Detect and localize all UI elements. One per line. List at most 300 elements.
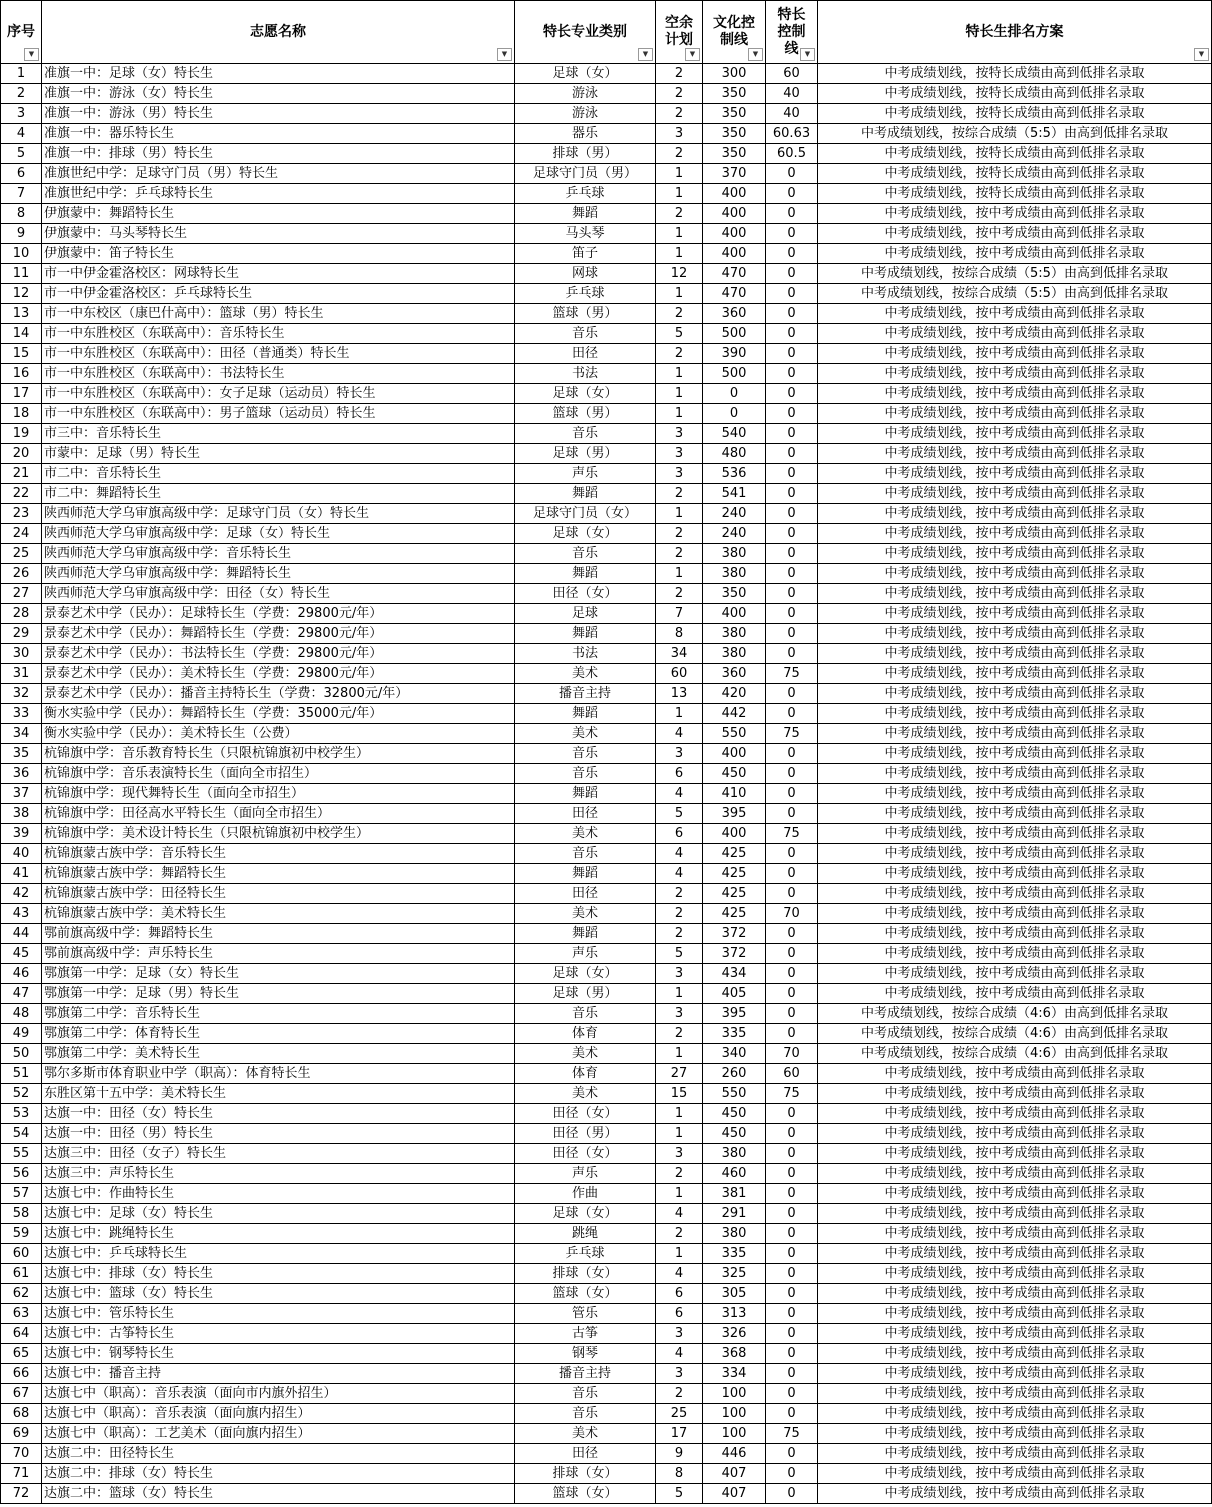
cell-seq[interactable]: 4: [1, 124, 42, 144]
cell-seq[interactable]: 55: [1, 1144, 42, 1164]
cell-name[interactable]: 鄂旗第一中学：足球（女）特长生: [42, 964, 515, 984]
cell-special-line[interactable]: 75: [766, 724, 818, 744]
cell-special-line[interactable]: 0: [766, 744, 818, 764]
cell-culture-line[interactable]: 0: [703, 384, 766, 404]
cell-vacancy[interactable]: 2: [656, 1164, 703, 1184]
cell-name[interactable]: 杭锦旗中学：音乐教育特长生（只限杭锦旗初中校学生）: [42, 744, 515, 764]
cell-ranking-plan[interactable]: 中考成绩划线，按中考成绩由高到低排名录取: [818, 924, 1212, 944]
cell-ranking-plan[interactable]: 中考成绩划线，按综合成绩（4:6）由高到低排名录取: [818, 1024, 1212, 1044]
cell-vacancy[interactable]: 1: [656, 284, 703, 304]
cell-name[interactable]: 东胜区第十五中学：美术特长生: [42, 1084, 515, 1104]
cell-name[interactable]: 陕西师范大学乌审旗高级中学：舞蹈特长生: [42, 564, 515, 584]
cell-vacancy[interactable]: 3: [656, 124, 703, 144]
cell-special-line[interactable]: 0: [766, 1144, 818, 1164]
cell-name[interactable]: 伊旗蒙中：舞蹈特长生: [42, 204, 515, 224]
cell-category[interactable]: 音乐: [515, 1004, 656, 1024]
cell-seq[interactable]: 17: [1, 384, 42, 404]
cell-seq[interactable]: 12: [1, 284, 42, 304]
cell-category[interactable]: 田径: [515, 884, 656, 904]
cell-culture-line[interactable]: 450: [703, 764, 766, 784]
cell-seq[interactable]: 37: [1, 784, 42, 804]
cell-name[interactable]: 达旗七中：乒乓球特长生: [42, 1244, 515, 1264]
cell-seq[interactable]: 38: [1, 804, 42, 824]
cell-ranking-plan[interactable]: 中考成绩划线，按特长成绩由高到低排名录取: [818, 84, 1212, 104]
cell-special-line[interactable]: 0: [766, 1204, 818, 1224]
cell-seq[interactable]: 51: [1, 1064, 42, 1084]
cell-seq[interactable]: 19: [1, 424, 42, 444]
cell-vacancy[interactable]: 3: [656, 1004, 703, 1024]
cell-ranking-plan[interactable]: 中考成绩划线，按中考成绩由高到低排名录取: [818, 1084, 1212, 1104]
cell-ranking-plan[interactable]: 中考成绩划线，按中考成绩由高到低排名录取: [818, 824, 1212, 844]
cell-category[interactable]: 排球（女）: [515, 1264, 656, 1284]
cell-ranking-plan[interactable]: 中考成绩划线，按中考成绩由高到低排名录取: [818, 384, 1212, 404]
cell-vacancy[interactable]: 1: [656, 164, 703, 184]
cell-seq[interactable]: 45: [1, 944, 42, 964]
cell-vacancy[interactable]: 1: [656, 1184, 703, 1204]
cell-ranking-plan[interactable]: 中考成绩划线，按特长成绩由高到低排名录取: [818, 164, 1212, 184]
cell-special-line[interactable]: 0: [766, 344, 818, 364]
cell-name[interactable]: 达旗七中：管乐特长生: [42, 1304, 515, 1324]
cell-seq[interactable]: 23: [1, 504, 42, 524]
cell-name[interactable]: 市一中东胜校区（东联高中）：音乐特长生: [42, 324, 515, 344]
cell-vacancy[interactable]: 5: [656, 804, 703, 824]
cell-name[interactable]: 准旗世纪中学：乒乓球特长生: [42, 184, 515, 204]
cell-name[interactable]: 杭锦旗中学：现代舞特长生（面向全市招生）: [42, 784, 515, 804]
cell-name[interactable]: 达旗二中：排球（女）特长生: [42, 1464, 515, 1484]
cell-vacancy[interactable]: 13: [656, 684, 703, 704]
cell-seq[interactable]: 41: [1, 864, 42, 884]
cell-culture-line[interactable]: 100: [703, 1384, 766, 1404]
cell-ranking-plan[interactable]: 中考成绩划线，按中考成绩由高到低排名录取: [818, 1064, 1212, 1084]
cell-special-line[interactable]: 0: [766, 524, 818, 544]
cell-seq[interactable]: 32: [1, 684, 42, 704]
cell-special-line[interactable]: 0: [766, 324, 818, 344]
cell-vacancy[interactable]: 2: [656, 584, 703, 604]
cell-name[interactable]: 达旗七中：足球（女）特长生: [42, 1204, 515, 1224]
cell-ranking-plan[interactable]: 中考成绩划线，按特长成绩由高到低排名录取: [818, 64, 1212, 84]
cell-special-line[interactable]: 0: [766, 964, 818, 984]
cell-name[interactable]: 鄂旗第二中学：美术特长生: [42, 1044, 515, 1064]
cell-special-line[interactable]: 0: [766, 1404, 818, 1424]
cell-culture-line[interactable]: 325: [703, 1264, 766, 1284]
cell-name[interactable]: 准旗世纪中学：足球守门员（男）特长生: [42, 164, 515, 184]
cell-ranking-plan[interactable]: 中考成绩划线，按中考成绩由高到低排名录取: [818, 1224, 1212, 1244]
cell-special-line[interactable]: 0: [766, 1384, 818, 1404]
cell-name[interactable]: 鄂旗第一中学：足球（男）特长生: [42, 984, 515, 1004]
cell-ranking-plan[interactable]: 中考成绩划线，按中考成绩由高到低排名录取: [818, 504, 1212, 524]
cell-culture-line[interactable]: 240: [703, 524, 766, 544]
cell-vacancy[interactable]: 6: [656, 764, 703, 784]
cell-seq[interactable]: 25: [1, 544, 42, 564]
cell-seq[interactable]: 39: [1, 824, 42, 844]
cell-seq[interactable]: 7: [1, 184, 42, 204]
cell-seq[interactable]: 58: [1, 1204, 42, 1224]
cell-vacancy[interactable]: 3: [656, 1364, 703, 1384]
cell-seq[interactable]: 66: [1, 1364, 42, 1384]
cell-name[interactable]: 陕西师范大学乌审旗高级中学：音乐特长生: [42, 544, 515, 564]
cell-category[interactable]: 足球（男）: [515, 984, 656, 1004]
cell-special-line[interactable]: 0: [766, 844, 818, 864]
cell-seq[interactable]: 70: [1, 1444, 42, 1464]
cell-vacancy[interactable]: 2: [656, 1024, 703, 1044]
cell-category[interactable]: 管乐: [515, 1304, 656, 1324]
cell-vacancy[interactable]: 3: [656, 744, 703, 764]
cell-culture-line[interactable]: 400: [703, 224, 766, 244]
cell-ranking-plan[interactable]: 中考成绩划线，按中考成绩由高到低排名录取: [818, 1244, 1212, 1264]
cell-special-line[interactable]: 0: [766, 244, 818, 264]
cell-seq[interactable]: 1: [1, 64, 42, 84]
cell-special-line[interactable]: 0: [766, 704, 818, 724]
cell-name[interactable]: 市二中：音乐特长生: [42, 464, 515, 484]
cell-culture-line[interactable]: 350: [703, 124, 766, 144]
cell-ranking-plan[interactable]: 中考成绩划线，按中考成绩由高到低排名录取: [818, 644, 1212, 664]
cell-name[interactable]: 达旗二中：篮球（女）特长生: [42, 1484, 515, 1504]
cell-special-line[interactable]: 0: [766, 1284, 818, 1304]
cell-vacancy[interactable]: 1: [656, 364, 703, 384]
cell-name[interactable]: 准旗一中：器乐特长生: [42, 124, 515, 144]
cell-ranking-plan[interactable]: 中考成绩划线，按中考成绩由高到低排名录取: [818, 324, 1212, 344]
cell-vacancy[interactable]: 1: [656, 984, 703, 1004]
cell-seq[interactable]: 16: [1, 364, 42, 384]
cell-ranking-plan[interactable]: 中考成绩划线，按中考成绩由高到低排名录取: [818, 664, 1212, 684]
cell-seq[interactable]: 15: [1, 344, 42, 364]
cell-vacancy[interactable]: 1: [656, 404, 703, 424]
cell-vacancy[interactable]: 2: [656, 64, 703, 84]
cell-category[interactable]: 乒乓球: [515, 284, 656, 304]
cell-seq[interactable]: 64: [1, 1324, 42, 1344]
cell-special-line[interactable]: 0: [766, 384, 818, 404]
cell-category[interactable]: 排球（女）: [515, 1464, 656, 1484]
cell-ranking-plan[interactable]: 中考成绩划线，按中考成绩由高到低排名录取: [818, 624, 1212, 644]
cell-seq[interactable]: 2: [1, 84, 42, 104]
cell-culture-line[interactable]: 400: [703, 604, 766, 624]
cell-culture-line[interactable]: 400: [703, 184, 766, 204]
cell-ranking-plan[interactable]: 中考成绩划线，按中考成绩由高到低排名录取: [818, 604, 1212, 624]
cell-name[interactable]: 达旗一中：田径（女）特长生: [42, 1104, 515, 1124]
cell-culture-line[interactable]: 407: [703, 1484, 766, 1504]
cell-category[interactable]: 足球守门员（男）: [515, 164, 656, 184]
cell-ranking-plan[interactable]: 中考成绩划线，按中考成绩由高到低排名录取: [818, 584, 1212, 604]
cell-vacancy[interactable]: 25: [656, 1404, 703, 1424]
cell-name[interactable]: 鄂前旗高级中学：舞蹈特长生: [42, 924, 515, 944]
cell-vacancy[interactable]: 1: [656, 564, 703, 584]
cell-culture-line[interactable]: 360: [703, 664, 766, 684]
cell-ranking-plan[interactable]: 中考成绩划线，按中考成绩由高到低排名录取: [818, 1184, 1212, 1204]
cell-special-line[interactable]: 0: [766, 464, 818, 484]
cell-name[interactable]: 杭锦旗中学：音乐表演特长生（面向全市招生）: [42, 764, 515, 784]
cell-category[interactable]: 声乐: [515, 464, 656, 484]
cell-culture-line[interactable]: 550: [703, 1084, 766, 1104]
cell-seq[interactable]: 31: [1, 664, 42, 684]
cell-category[interactable]: 舞蹈: [515, 204, 656, 224]
cell-category[interactable]: 游泳: [515, 84, 656, 104]
cell-name[interactable]: 杭锦旗中学：美术设计特长生（只限杭锦旗初中校学生）: [42, 824, 515, 844]
cell-category[interactable]: 美术: [515, 824, 656, 844]
cell-seq[interactable]: 67: [1, 1384, 42, 1404]
cell-ranking-plan[interactable]: 中考成绩划线，按中考成绩由高到低排名录取: [818, 844, 1212, 864]
cell-special-line[interactable]: 0: [766, 924, 818, 944]
cell-seq[interactable]: 21: [1, 464, 42, 484]
cell-special-line[interactable]: 0: [766, 884, 818, 904]
cell-special-line[interactable]: 0: [766, 484, 818, 504]
cell-category[interactable]: 古筝: [515, 1324, 656, 1344]
cell-name[interactable]: 达旗二中：田径特长生: [42, 1444, 515, 1464]
cell-category[interactable]: 音乐: [515, 844, 656, 864]
cell-special-line[interactable]: 0: [766, 1484, 818, 1504]
cell-special-line[interactable]: 0: [766, 404, 818, 424]
cell-name[interactable]: 市一中伊金霍洛校区：乒乓球特长生: [42, 284, 515, 304]
filter-dropdown-icon[interactable]: ▼: [497, 48, 512, 61]
cell-ranking-plan[interactable]: 中考成绩划线，按中考成绩由高到低排名录取: [818, 1284, 1212, 1304]
cell-special-line[interactable]: 0: [766, 1124, 818, 1144]
cell-seq[interactable]: 60: [1, 1244, 42, 1264]
cell-culture-line[interactable]: 536: [703, 464, 766, 484]
cell-culture-line[interactable]: 407: [703, 1464, 766, 1484]
cell-seq[interactable]: 6: [1, 164, 42, 184]
cell-ranking-plan[interactable]: 中考成绩划线，按中考成绩由高到低排名录取: [818, 364, 1212, 384]
cell-special-line[interactable]: 0: [766, 444, 818, 464]
cell-culture-line[interactable]: 380: [703, 564, 766, 584]
cell-ranking-plan[interactable]: 中考成绩划线，按中考成绩由高到低排名录取: [818, 244, 1212, 264]
cell-vacancy[interactable]: 2: [656, 884, 703, 904]
cell-vacancy[interactable]: 3: [656, 424, 703, 444]
cell-seq[interactable]: 59: [1, 1224, 42, 1244]
cell-special-line[interactable]: 40: [766, 104, 818, 124]
cell-name[interactable]: 景泰艺术中学（民办）：舞蹈特长生（学费：29800元/年）: [42, 624, 515, 644]
cell-ranking-plan[interactable]: 中考成绩划线，按中考成绩由高到低排名录取: [818, 424, 1212, 444]
cell-seq[interactable]: 69: [1, 1424, 42, 1444]
cell-vacancy[interactable]: 2: [656, 544, 703, 564]
cell-category[interactable]: 马头琴: [515, 224, 656, 244]
cell-seq[interactable]: 30: [1, 644, 42, 664]
cell-ranking-plan[interactable]: 中考成绩划线，按特长成绩由高到低排名录取: [818, 104, 1212, 124]
cell-seq[interactable]: 28: [1, 604, 42, 624]
cell-special-line[interactable]: 60: [766, 64, 818, 84]
cell-ranking-plan[interactable]: 中考成绩划线，按综合成绩（4:6）由高到低排名录取: [818, 1044, 1212, 1064]
cell-special-line[interactable]: 0: [766, 1004, 818, 1024]
cell-special-line[interactable]: 0: [766, 944, 818, 964]
cell-name[interactable]: 伊旗蒙中：笛子特长生: [42, 244, 515, 264]
cell-vacancy[interactable]: 15: [656, 1084, 703, 1104]
cell-category[interactable]: 游泳: [515, 104, 656, 124]
cell-special-line[interactable]: 60.5: [766, 144, 818, 164]
cell-vacancy[interactable]: 8: [656, 1464, 703, 1484]
cell-category[interactable]: 篮球（男）: [515, 404, 656, 424]
cell-vacancy[interactable]: 2: [656, 204, 703, 224]
cell-culture-line[interactable]: 450: [703, 1104, 766, 1124]
cell-category[interactable]: 作曲: [515, 1184, 656, 1204]
cell-culture-line[interactable]: 480: [703, 444, 766, 464]
cell-name[interactable]: 市一中东胜校区（东联高中）：女子足球（运动员）特长生: [42, 384, 515, 404]
cell-ranking-plan[interactable]: 中考成绩划线，按中考成绩由高到低排名录取: [818, 704, 1212, 724]
cell-special-line[interactable]: 0: [766, 544, 818, 564]
cell-category[interactable]: 足球（男）: [515, 444, 656, 464]
cell-special-line[interactable]: 0: [766, 264, 818, 284]
cell-special-line[interactable]: 0: [766, 1024, 818, 1044]
cell-name[interactable]: 市一中东胜校区（东联高中）：书法特长生: [42, 364, 515, 384]
cell-category[interactable]: 网球: [515, 264, 656, 284]
cell-category[interactable]: 书法: [515, 364, 656, 384]
cell-category[interactable]: 播音主持: [515, 1364, 656, 1384]
cell-name[interactable]: 陕西师范大学乌审旗高级中学：田径（女）特长生: [42, 584, 515, 604]
cell-category[interactable]: 排球（男）: [515, 144, 656, 164]
cell-seq[interactable]: 44: [1, 924, 42, 944]
cell-special-line[interactable]: 0: [766, 1184, 818, 1204]
cell-category[interactable]: 书法: [515, 644, 656, 664]
cell-ranking-plan[interactable]: 中考成绩划线，按中考成绩由高到低排名录取: [818, 204, 1212, 224]
cell-ranking-plan[interactable]: 中考成绩划线，按中考成绩由高到低排名录取: [818, 984, 1212, 1004]
cell-vacancy[interactable]: 1: [656, 1104, 703, 1124]
cell-ranking-plan[interactable]: 中考成绩划线，按中考成绩由高到低排名录取: [818, 1364, 1212, 1384]
cell-category[interactable]: 舞蹈: [515, 564, 656, 584]
cell-culture-line[interactable]: 541: [703, 484, 766, 504]
cell-culture-line[interactable]: 372: [703, 924, 766, 944]
cell-seq[interactable]: 48: [1, 1004, 42, 1024]
cell-culture-line[interactable]: 400: [703, 204, 766, 224]
cell-culture-line[interactable]: 470: [703, 264, 766, 284]
cell-special-line[interactable]: 0: [766, 604, 818, 624]
cell-category[interactable]: 篮球（女）: [515, 1284, 656, 1304]
cell-vacancy[interactable]: 2: [656, 104, 703, 124]
cell-category[interactable]: 田径（女）: [515, 1144, 656, 1164]
cell-special-line[interactable]: 75: [766, 1424, 818, 1444]
cell-culture-line[interactable]: 500: [703, 364, 766, 384]
cell-seq[interactable]: 8: [1, 204, 42, 224]
cell-category[interactable]: 美术: [515, 1044, 656, 1064]
cell-name[interactable]: 达旗七中：播音主持: [42, 1364, 515, 1384]
cell-special-line[interactable]: 0: [766, 184, 818, 204]
cell-name[interactable]: 达旗七中：古筝特长生: [42, 1324, 515, 1344]
cell-vacancy[interactable]: 2: [656, 84, 703, 104]
cell-ranking-plan[interactable]: 中考成绩划线，按中考成绩由高到低排名录取: [818, 1464, 1212, 1484]
cell-seq[interactable]: 68: [1, 1404, 42, 1424]
cell-vacancy[interactable]: 4: [656, 784, 703, 804]
cell-category[interactable]: 舞蹈: [515, 864, 656, 884]
cell-category[interactable]: 舞蹈: [515, 704, 656, 724]
cell-seq[interactable]: 40: [1, 844, 42, 864]
cell-culture-line[interactable]: 540: [703, 424, 766, 444]
cell-name[interactable]: 准旗一中：足球（女）特长生: [42, 64, 515, 84]
cell-category[interactable]: 足球守门员（女）: [515, 504, 656, 524]
cell-culture-line[interactable]: 368: [703, 1344, 766, 1364]
cell-special-line[interactable]: 60.63: [766, 124, 818, 144]
cell-category[interactable]: 体育: [515, 1024, 656, 1044]
cell-vacancy[interactable]: 3: [656, 464, 703, 484]
cell-category[interactable]: 舞蹈: [515, 784, 656, 804]
cell-ranking-plan[interactable]: 中考成绩划线，按中考成绩由高到低排名录取: [818, 1104, 1212, 1124]
cell-name[interactable]: 景泰艺术中学（民办）：足球特长生（学费：29800元/年）: [42, 604, 515, 624]
cell-seq[interactable]: 46: [1, 964, 42, 984]
cell-name[interactable]: 准旗一中：游泳（男）特长生: [42, 104, 515, 124]
cell-vacancy[interactable]: 3: [656, 964, 703, 984]
cell-vacancy[interactable]: 5: [656, 944, 703, 964]
cell-special-line[interactable]: 0: [766, 1344, 818, 1364]
cell-culture-line[interactable]: 395: [703, 804, 766, 824]
cell-culture-line[interactable]: 390: [703, 344, 766, 364]
cell-culture-line[interactable]: 335: [703, 1244, 766, 1264]
cell-ranking-plan[interactable]: 中考成绩划线，按中考成绩由高到低排名录取: [818, 1124, 1212, 1144]
cell-vacancy[interactable]: 4: [656, 1204, 703, 1224]
cell-vacancy[interactable]: 27: [656, 1064, 703, 1084]
cell-seq[interactable]: 47: [1, 984, 42, 1004]
cell-ranking-plan[interactable]: 中考成绩划线，按综合成绩（5:5）由高到低排名录取: [818, 264, 1212, 284]
cell-vacancy[interactable]: 1: [656, 384, 703, 404]
cell-vacancy[interactable]: 2: [656, 344, 703, 364]
cell-special-line[interactable]: 70: [766, 904, 818, 924]
cell-name[interactable]: 市一中东胜校区（东联高中）：男子篮球（运动员）特长生: [42, 404, 515, 424]
cell-culture-line[interactable]: 425: [703, 864, 766, 884]
cell-ranking-plan[interactable]: 中考成绩划线，按中考成绩由高到低排名录取: [818, 804, 1212, 824]
cell-category[interactable]: 跳绳: [515, 1224, 656, 1244]
cell-culture-line[interactable]: 380: [703, 644, 766, 664]
cell-ranking-plan[interactable]: 中考成绩划线，按中考成绩由高到低排名录取: [818, 1444, 1212, 1464]
cell-category[interactable]: 音乐: [515, 424, 656, 444]
cell-category[interactable]: 田径: [515, 344, 656, 364]
cell-name[interactable]: 达旗七中：排球（女）特长生: [42, 1264, 515, 1284]
cell-vacancy[interactable]: 4: [656, 1344, 703, 1364]
cell-seq[interactable]: 72: [1, 1484, 42, 1504]
cell-ranking-plan[interactable]: 中考成绩划线，按中考成绩由高到低排名录取: [818, 744, 1212, 764]
cell-special-line[interactable]: 0: [766, 504, 818, 524]
cell-vacancy[interactable]: 1: [656, 224, 703, 244]
cell-seq[interactable]: 9: [1, 224, 42, 244]
cell-name[interactable]: 鄂前旗高级中学：声乐特长生: [42, 944, 515, 964]
cell-special-line[interactable]: 0: [766, 584, 818, 604]
cell-culture-line[interactable]: 300: [703, 64, 766, 84]
cell-name[interactable]: 市一中伊金霍洛校区：网球特长生: [42, 264, 515, 284]
cell-culture-line[interactable]: 350: [703, 144, 766, 164]
cell-ranking-plan[interactable]: 中考成绩划线，按中考成绩由高到低排名录取: [818, 444, 1212, 464]
cell-special-line[interactable]: 0: [766, 224, 818, 244]
cell-name[interactable]: 陕西师范大学乌审旗高级中学：足球（女）特长生: [42, 524, 515, 544]
cell-ranking-plan[interactable]: 中考成绩划线，按中考成绩由高到低排名录取: [818, 1264, 1212, 1284]
cell-seq[interactable]: 24: [1, 524, 42, 544]
cell-name[interactable]: 衡水实验中学（民办）：美术特长生（公费）: [42, 724, 515, 744]
cell-culture-line[interactable]: 380: [703, 544, 766, 564]
cell-ranking-plan[interactable]: 中考成绩划线，按中考成绩由高到低排名录取: [818, 564, 1212, 584]
cell-culture-line[interactable]: 425: [703, 844, 766, 864]
cell-culture-line[interactable]: 313: [703, 1304, 766, 1324]
cell-vacancy[interactable]: 1: [656, 1124, 703, 1144]
cell-culture-line[interactable]: 240: [703, 504, 766, 524]
cell-special-line[interactable]: 70: [766, 1044, 818, 1064]
cell-special-line[interactable]: 60: [766, 1064, 818, 1084]
cell-seq[interactable]: 5: [1, 144, 42, 164]
cell-culture-line[interactable]: 372: [703, 944, 766, 964]
cell-category[interactable]: 舞蹈: [515, 924, 656, 944]
cell-ranking-plan[interactable]: 中考成绩划线，按中考成绩由高到低排名录取: [818, 1164, 1212, 1184]
cell-vacancy[interactable]: 12: [656, 264, 703, 284]
cell-name[interactable]: 伊旗蒙中：马头琴特长生: [42, 224, 515, 244]
cell-culture-line[interactable]: 420: [703, 684, 766, 704]
cell-ranking-plan[interactable]: 中考成绩划线，按综合成绩（4:6）由高到低排名录取: [818, 1004, 1212, 1024]
cell-culture-line[interactable]: 460: [703, 1164, 766, 1184]
cell-vacancy[interactable]: 3: [656, 1324, 703, 1344]
cell-ranking-plan[interactable]: 中考成绩划线，按中考成绩由高到低排名录取: [818, 524, 1212, 544]
cell-name[interactable]: 鄂尔多斯市体育职业中学（职高）：体育特长生: [42, 1064, 515, 1084]
cell-seq[interactable]: 35: [1, 744, 42, 764]
cell-vacancy[interactable]: 4: [656, 864, 703, 884]
filter-dropdown-icon[interactable]: ▼: [685, 48, 700, 61]
cell-ranking-plan[interactable]: 中考成绩划线，按综合成绩（5:5）由高到低排名录取: [818, 124, 1212, 144]
cell-culture-line[interactable]: 395: [703, 1004, 766, 1024]
cell-special-line[interactable]: 0: [766, 764, 818, 784]
cell-vacancy[interactable]: 6: [656, 1284, 703, 1304]
cell-vacancy[interactable]: 7: [656, 604, 703, 624]
cell-seq[interactable]: 56: [1, 1164, 42, 1184]
cell-name[interactable]: 达旗七中（职高）：音乐表演（面向旗内招生）: [42, 1404, 515, 1424]
cell-vacancy[interactable]: 9: [656, 1444, 703, 1464]
